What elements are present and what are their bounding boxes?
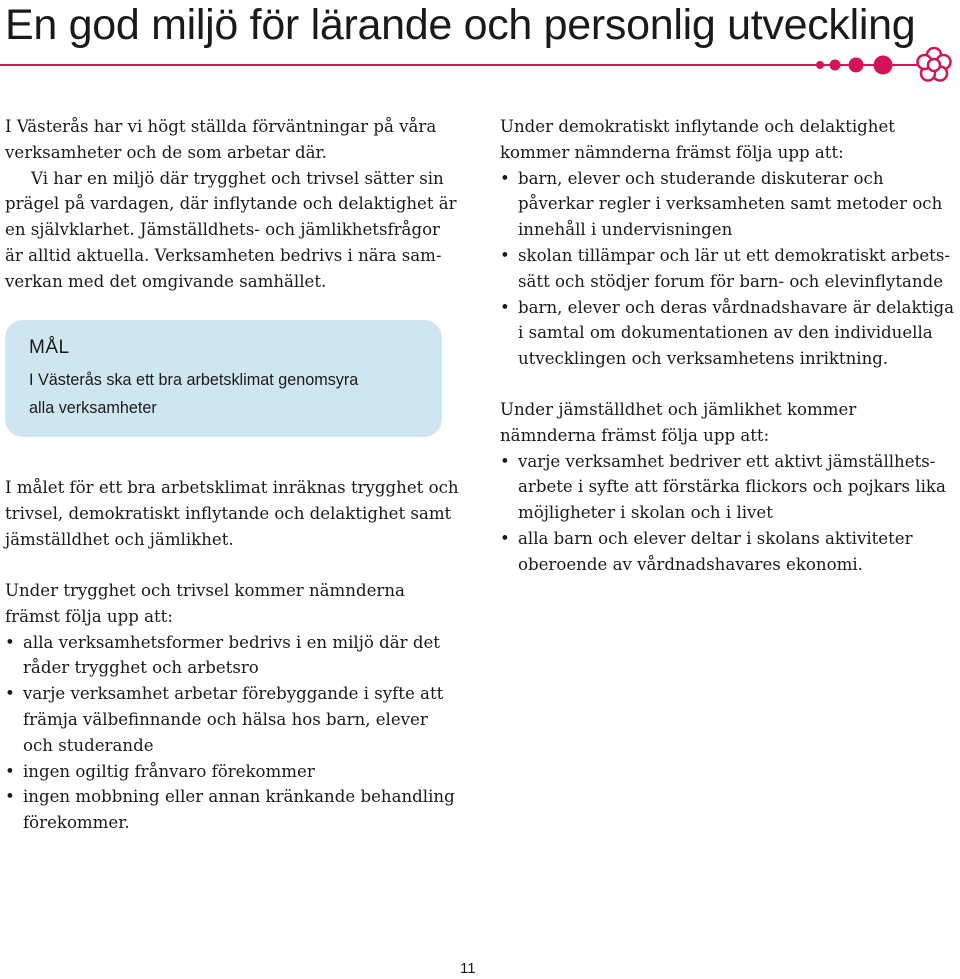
bullet-icon: •: [500, 245, 510, 265]
bullet-icon: •: [500, 451, 510, 471]
bullet-icon: •: [5, 787, 15, 807]
safety-section: [5, 578, 455, 836]
section-intro-line: Under jämställdhet och jämlikhet kommer: [500, 400, 857, 419]
list-item-line: råder trygghet och arbetsro: [23, 658, 259, 678]
list-item-line: barn, elever och deras vårdnadshavare är delaktiga: [518, 297, 955, 317]
list-item: [500, 526, 945, 578]
goal-line: I Västerås ska ett bra arbetsklimat genomsyra: [29, 371, 359, 389]
list-item: [5, 681, 450, 758]
list-item-line: främja välbefinnande och hälsa hos barn, elever: [23, 709, 428, 729]
section-intro-line: Under trygghet och trivsel kommer nämnderna: [5, 581, 405, 600]
list-item-line: ingen ogiltig frånvaro förekommer: [23, 761, 315, 781]
list-item-line: alla verksamhetsformer bedrivs i en miljö där det: [23, 632, 440, 652]
intro-paragraph: [5, 114, 457, 295]
list-item-line: arbete i syfte att förstärka flickors och pojkars lika: [518, 477, 946, 497]
section-intro-line: nämnderna främst följa upp att:: [500, 425, 770, 445]
list-item-line: varje verksamhet arbetar förebyggande i syfte att: [23, 684, 444, 704]
goal-line: alla verksamheter: [29, 399, 157, 417]
equality-section: [500, 397, 945, 578]
text-line: prägel på vardagen, där inflytande och delaktighet är: [5, 194, 457, 214]
list-item: [500, 166, 945, 243]
bullet-icon: •: [5, 632, 15, 652]
bullet-icon: •: [500, 168, 510, 188]
left-column: [5, 114, 457, 295]
climat-paragraph: [5, 475, 459, 552]
right-column: [500, 114, 955, 372]
goal-heading: MÅL: [29, 337, 70, 358]
bullet-icon: •: [500, 297, 510, 317]
title-rule: [0, 64, 925, 66]
list-item-line: möjligheter i skolan och i livet: [518, 503, 773, 523]
list-item: [5, 630, 450, 682]
section-intro-line: kommer nämnderna främst följa upp att:: [500, 142, 844, 162]
list-item: [5, 784, 455, 836]
text-line: I Västerås har vi högt ställda förväntningar på våra: [5, 117, 437, 136]
text-line: I målet för ett bra arbetsklimat inräknas trygghet och: [5, 478, 459, 497]
text-line: en självklarhet. Jämställdhets- och jämlikhetsfrågor: [5, 220, 440, 240]
list-item: [5, 759, 450, 785]
flower-dots-decoration: [800, 44, 960, 88]
text-line: verkan med det omgivande samhället.: [5, 271, 327, 291]
goal-text: [29, 366, 429, 422]
list-item-line: innehåll i undervisningen: [518, 220, 733, 240]
text-line: Vi har en miljö där trygghet och trivsel sätter sin: [31, 168, 444, 188]
text-line: trivsel, demokratiskt inflytande och delaktighet samt: [5, 503, 452, 523]
list-item-line: varje verksamhet bedriver ett aktivt jämställhets-: [518, 451, 936, 471]
text-line: jämställdhet och jämlikhet.: [5, 529, 234, 549]
list-item: [500, 449, 945, 526]
text-line: är alltid aktuella. Verksamheten bedrivs i nära sam-: [5, 245, 442, 265]
bullet-icon: •: [5, 761, 15, 781]
list-item-line: sätt och stödjer forum för barn- och elevinflytande: [518, 271, 944, 291]
list-item: [500, 295, 955, 372]
section-intro-line: främst följa upp att:: [5, 606, 173, 626]
text-line: verksamheter och de som arbetar där.: [5, 142, 327, 162]
list-item-line: skolan tillämpar och lär ut ett demokratiskt arbets-: [518, 245, 950, 265]
section-intro-line: Under demokratiskt inflytande och delaktighet: [500, 117, 895, 136]
list-item-line: barn, elever och studerande diskuterar och: [518, 168, 884, 188]
list-item: [500, 243, 950, 295]
page-number: 11: [460, 960, 476, 977]
list-item-line: påverkar regler i verksamheten samt metoder och: [518, 194, 943, 214]
bullet-icon: •: [5, 684, 15, 704]
list-item-line: utvecklingen och verksamhetens inriktning.: [518, 349, 889, 369]
list-item-line: i samtal om dokumentationen av den individuella: [518, 323, 933, 343]
bullet-icon: •: [500, 528, 510, 548]
list-item-line: förekommer.: [23, 813, 130, 833]
page-title: En god miljö för lärande och personlig utveckling: [5, 1, 916, 49]
list-item-line: alla barn och elever deltar i skolans aktiviteter: [518, 528, 913, 548]
flower-icon: [918, 48, 951, 81]
list-item-line: oberoende av vårdnadshavares ekonomi.: [518, 554, 863, 574]
list-item-line: och studerande: [23, 735, 154, 755]
list-item-line: ingen mobbning eller annan kränkande behandling: [23, 787, 455, 807]
